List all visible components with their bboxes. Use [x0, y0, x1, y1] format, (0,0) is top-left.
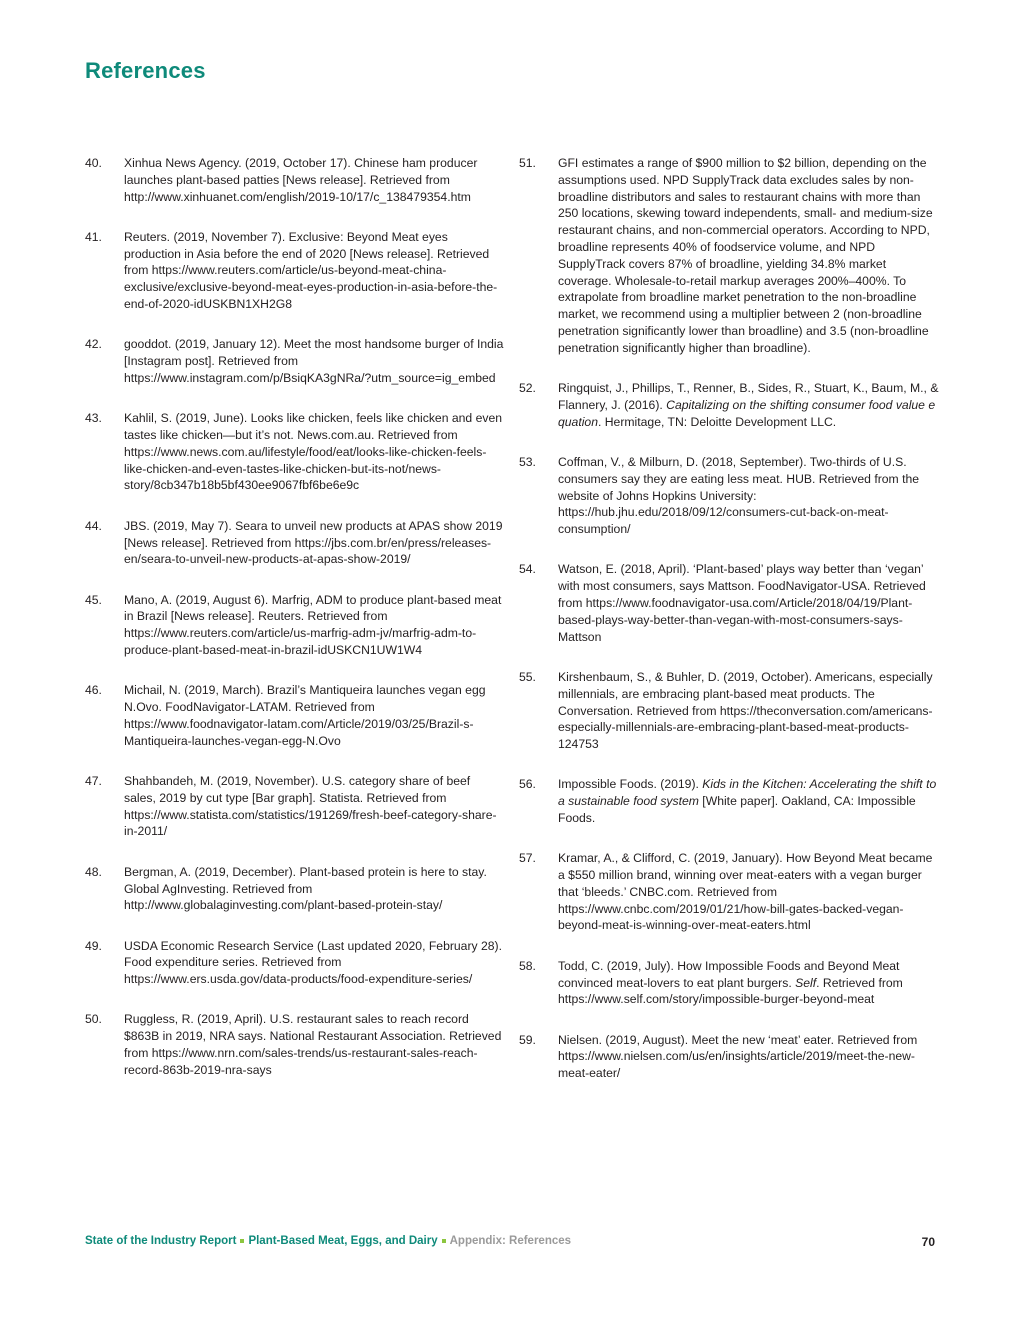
reference-text-part: USDA Economic Research Service (Last updated 2020, February 28). Food expenditure series. Retrieved from https://www.ers.usda.gov/data-products/food-expenditure-series/ — [124, 938, 503, 987]
reference-entry — [85, 336, 505, 386]
reference-text — [558, 155, 939, 357]
reference-text-part: Reuters. (2019, November 7). Exclusive: Beyond Meat eyes production in Asia before the end of 2020 [News release]. Retrieved from https://www.reuters.com/article/us-beyond-meat-china-exclusive/exclusive-beyond-meat-eyes-production-in-asia-before-the-end-of-2020-idUSKBN1XH2G8 — [124, 229, 498, 312]
reference-number: 57. — [519, 851, 536, 866]
reference-text-part: Ruggless, R. (2019, April). U.S. restaurant sales to reach record $863B in 2019, NRA says. National Restaurant Association. Retrieved from https://www.nrn.com/sales-trends/us-restaurant-sales-reach-record-863b-2019-nra-says — [124, 1012, 502, 1077]
reference-entry — [519, 669, 939, 753]
reference-number: 44. — [85, 518, 102, 533]
footer-subject: Plant-Based Meat, Eggs, and Dairy — [248, 1235, 438, 1247]
reference-number: 41. — [85, 229, 102, 244]
reference-entry — [519, 776, 939, 826]
page-number: 70 — [921, 1235, 935, 1249]
reference-entry — [519, 155, 939, 357]
reference-number: 49. — [85, 938, 102, 953]
reference-text — [558, 380, 939, 430]
reference-text-part: [White paper]. Oakland, CA: Impossible Foods. — [558, 794, 916, 825]
reference-text — [124, 410, 505, 494]
reference-text — [558, 1032, 939, 1082]
reference-text — [124, 592, 505, 659]
reference-entry — [85, 410, 505, 494]
reference-number: 47. — [85, 774, 102, 789]
reference-text-part: Ringquist, J., Phillips, T., Renner, B., Sides, R., Stuart, K., Baum, M., & Flannery, J. (2016). — [558, 381, 939, 412]
footer-report-title: State of the Industry Report — [85, 1235, 237, 1247]
reference-text-part: Michail, N. (2019, March). Brazil’s Mantiqueira launches vegan egg N.Ovo. FoodNavigator-LATAM. Retrieved from https://www.foodnavigator-latam.com/Article/2019/03/25/Brazil-s-Mantiqueira-launches-vegan-egg-N.Ovo — [124, 683, 486, 748]
reference-text — [124, 518, 505, 568]
reference-number: 40. — [85, 156, 102, 170]
reference-text — [558, 454, 939, 538]
reference-number: 55. — [519, 669, 536, 684]
reference-number: 46. — [85, 683, 102, 698]
reference-entry — [519, 454, 939, 538]
reference-text — [124, 773, 505, 840]
reference-entry — [85, 1011, 505, 1078]
reference-entry — [85, 864, 505, 914]
reference-text — [558, 958, 939, 1008]
reference-text — [558, 669, 939, 753]
reference-text — [124, 1011, 505, 1078]
reference-text-part: Nielsen. (2019, August). Meet the new ‘meat’ eater. Retrieved from https://www.nielsen.com/us/en/insights/article/2019/meet-the-new-meat-eater/ — [558, 1032, 918, 1081]
reference-entry — [519, 561, 939, 645]
reference-number: 59. — [519, 1032, 536, 1047]
reference-text — [124, 155, 505, 205]
reference-text-part: Kahlil, S. (2019, June). Looks like chicken, feels like chicken and even tastes like chicken—but it’s not. News.com.au. Retrieved from https://www.news.com.au/lifestyle/food/eat/looks-like-chicken-feels-like-chicken-and-even-tastes-like-chicken-but-its-not/news-story/8cb347b18b5bf430ee9067fbf6be6e9c — [124, 411, 503, 493]
reference-text — [124, 938, 505, 988]
reference-text-part: Todd, C. (2019, July). How Impossible Foods and Beyond Meat convinced meat-lovers to eat plant burgers. — [558, 958, 900, 990]
reference-text — [124, 336, 505, 386]
reference-text — [558, 850, 939, 934]
reference-text-part: JBS. (2019, May 7). Seara to unveil new products at APAS show 2019 [News release]. Retrieved from https://jbs.com.br/en/press/releases-en/seara-to-unveil-new-products-at-apas-show-2019/ — [124, 518, 503, 567]
reference-italic-title: Capitalizing on the shifting consumer food value equation — [558, 397, 936, 429]
references-left-column — [85, 155, 505, 1102]
reference-entry — [85, 773, 505, 840]
reference-entry — [85, 682, 505, 749]
reference-text — [124, 864, 505, 914]
reference-text — [124, 229, 505, 313]
reference-italic-title: Kids in the Kitchen: Accelerating the shift to a sustainable food system — [558, 777, 937, 809]
reference-text — [124, 682, 505, 749]
reference-entry — [519, 850, 939, 934]
reference-number: 42. — [85, 337, 102, 352]
reference-number: 51. — [519, 156, 536, 170]
reference-text — [558, 561, 939, 645]
page-footer — [85, 1235, 935, 1247]
reference-text — [558, 776, 939, 826]
page-title: References — [85, 58, 206, 83]
reference-text-part: GFI estimates a range of $900 million to $2 billion, depending on the assumptions used. NPD SupplyTrack data excludes sales by non-broadline distributors and sales to restaurant chains with more than 250 locations, skewing toward independents, small- and medium-size restaurant chains, and non-commercial operators. According to NPD, broadline represents 40% of foodservice volume, and NPD SupplyTrack covers 87% of broadline, yielding 34.8% market coverage. Wholesale-to-retail markup averages 200%–400%. To extrapolate from broadline market penetration to the non-broadline market, we recommend using a multiplier between 2 (non-broadline penetration significantly lower than broadline) and 3.5 (non-broadline penetration significantly higher than broadline). — [558, 156, 933, 355]
reference-number: 53. — [519, 454, 536, 469]
reference-text-part: Xinhua News Agency. (2019, October 17). Chinese ham producer launches plant-based patties [News release]. Retrieved from http://www.xinhuanet.com/english/2019-10/17/c_138479354.htm — [124, 156, 478, 204]
reference-text-part: Mano, A. (2019, August 6). Marfrig, ADM to produce plant-based meat in Brazil [News release]. Reuters. Retrieved from https://www.reuters.com/article/us-marfrig-adm-jv/marfrig-adm-to-produce-plant-based-meat-in-brazil-idUSKCN1UW1W4 — [124, 592, 502, 658]
reference-text-part: Watson, E. (2018, April). ‘Plant-based’ plays way better than ‘vegan’ with most consumers, says Mattson. FoodNavigator-USA. Retrieved from https://www.foodnavigator-usa.com/Article/2018/04/19/Plant-based-plays-way-better-than-vegan-with-most-consumers-says-Mattson — [558, 562, 926, 644]
reference-text-part: Kirshenbaum, S., & Buhler, D. (2019, October). Americans, especially millennials, are embracing plant-based meat products. The Conversation. Retrieved from https://theconversation.com/americans-especially-millennials-are-embracing-plant-based-meat-products-124753 — [558, 669, 933, 752]
footer-section: Appendix: References — [449, 1235, 572, 1247]
reference-number: 50. — [85, 1012, 102, 1027]
reference-entry — [519, 380, 939, 430]
reference-text-part: Bergman, A. (2019, December). Plant-based protein is here to stay. Global AgInvesting. Retrieved from http://www.globalaginvesting.com/plant-based-protein-stay/ — [124, 864, 487, 913]
references-right-column — [519, 155, 939, 1106]
reference-entry — [85, 155, 505, 205]
footer-separator — [240, 1239, 244, 1243]
reference-entry — [85, 592, 505, 659]
reference-number: 48. — [85, 864, 102, 879]
footer-separator — [442, 1239, 446, 1243]
reference-text-part: Coffman, V., & Milburn, D. (2018, September). Two-thirds of U.S. consumers say they are eating less meat. HUB. Retrieved from the website of Johns Hopkins University: https://hub.jhu.edu/2018/09/12/consumers-cut-back-on-meat-consumption/ — [558, 454, 920, 537]
reference-text-part: . Hermitage, TN: Deloitte Development LLC. — [597, 414, 837, 429]
reference-number: 45. — [85, 592, 102, 607]
reference-text-part: . Retrieved from https://www.self.com/story/impossible-burger-beyond-meat — [558, 975, 903, 1007]
reference-number: 52. — [519, 381, 536, 396]
reference-number: 58. — [519, 958, 536, 973]
reference-entry — [519, 958, 939, 1008]
reference-entry — [85, 518, 505, 568]
reference-number: 56. — [519, 777, 536, 792]
reference-text-part: Impossible Foods. (2019). — [558, 777, 703, 792]
reference-entry — [519, 1032, 939, 1082]
reference-number: 43. — [85, 411, 102, 426]
reference-text-part: Shahbandeh, M. (2019, November). U.S. category share of beef sales, 2019 by cut type [Bar graph]. Statista. Retrieved from https://www.statista.com/statistics/191269/fresh-beef-category-share-in-2011/ — [124, 774, 497, 839]
reference-text-part: gooddot. (2019, January 12). Meet the most handsome burger of India [Instagram post]. Retrieved from https://www.instagram.com/p/BsiqKA3gNRa/?utm_source=ig_embed — [124, 337, 504, 385]
reference-italic-title: Self — [795, 975, 817, 990]
reference-text-part: Kramar, A., & Clifford, C. (2019, January). How Beyond Meat became a $550 million brand, winning over meat-eaters with a vegan burger that ‘bleeds.’ CNBC.com. Retrieved from https://www.cnbc.com/2019/01/21/how-bill-gates-backed-vegan-beyond-meat-is-winning-over-meat-eaters.html — [558, 851, 933, 933]
reference-number: 54. — [519, 562, 536, 577]
reference-entry — [85, 938, 505, 988]
reference-entry — [85, 229, 505, 313]
